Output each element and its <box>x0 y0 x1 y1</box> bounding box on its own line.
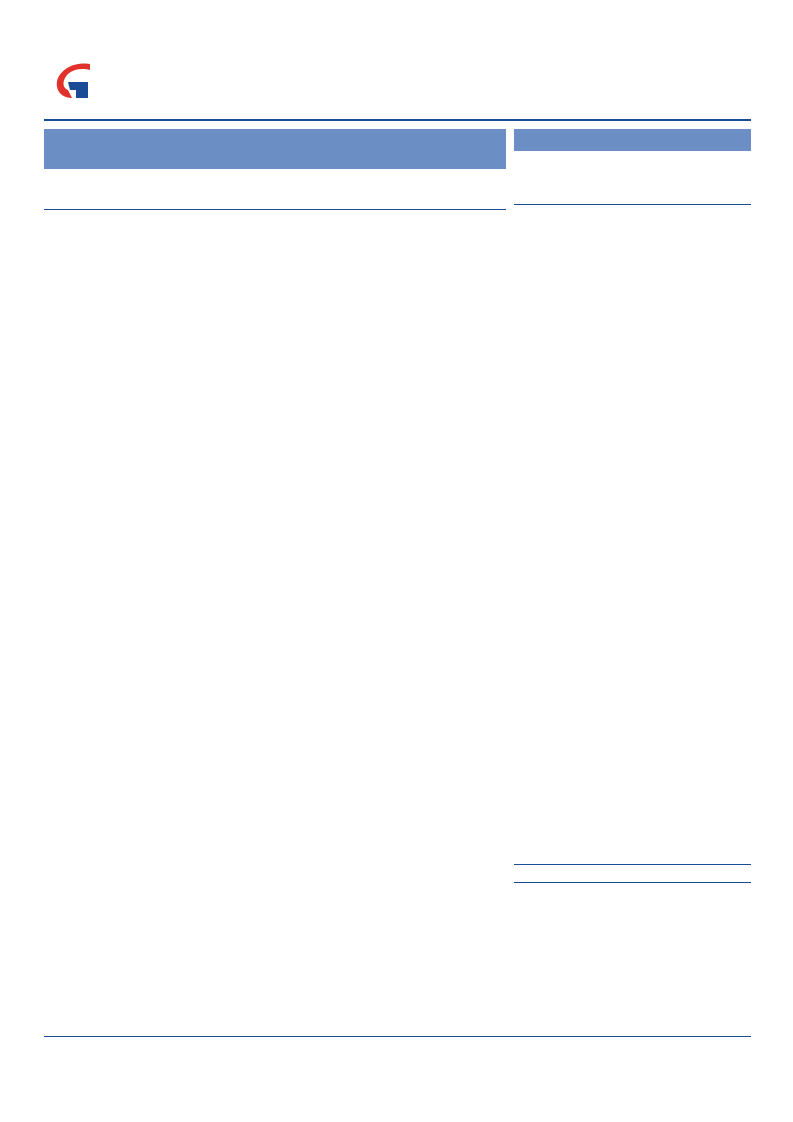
gf-logo-icon <box>52 58 94 100</box>
header-divider <box>44 119 751 121</box>
rating-divider <box>514 204 751 205</box>
related-top-line <box>514 864 751 865</box>
industry-band <box>44 129 506 169</box>
rating-band <box>514 129 751 151</box>
relative-performance-chart <box>516 258 742 410</box>
footer-divider <box>44 1036 751 1037</box>
title-divider <box>44 209 506 210</box>
related-divider <box>514 882 751 883</box>
contact-row <box>520 996 538 1008</box>
